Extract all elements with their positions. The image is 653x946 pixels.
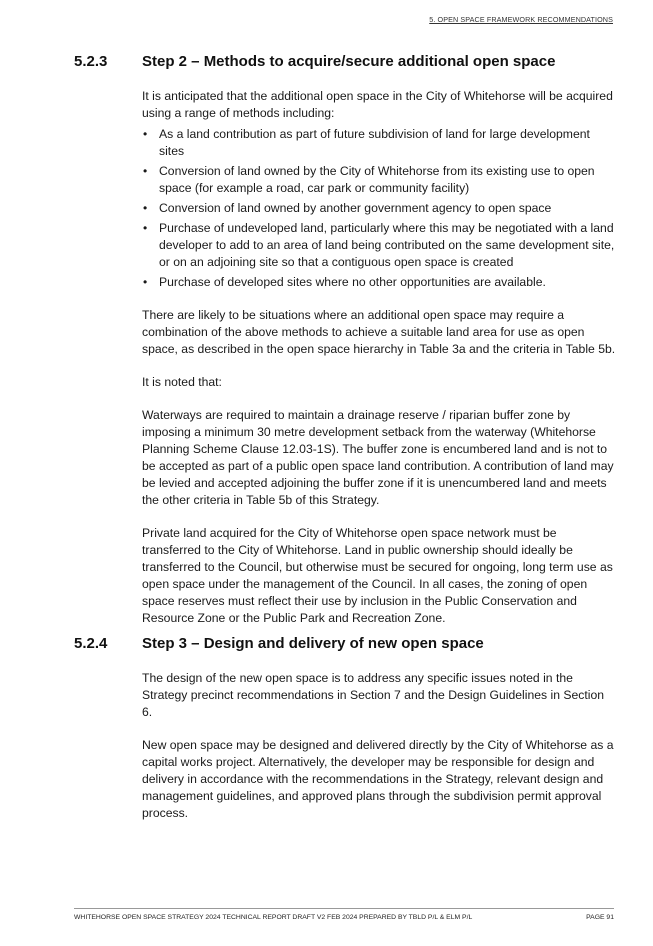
footer-text: WHITEHORSE OPEN SPACE STRATEGY 2024 TECHNICAL REPORT DRAFT V2 FEB 2024 PREPARED BY TBLD P/L & ELM P/L <box>74 914 473 921</box>
list-item: • Conversion of land owned by the City of Whitehorse from its existing use to open space (for example a road, car park or community facility) <box>143 164 595 195</box>
section-5-2-3 <box>0 53 653 77</box>
paragraph: The design of the new open space is to address any specific issues noted in the Strategy precinct recommendations in Section 7 and the Design Guidelines in Section 6. <box>142 671 605 719</box>
bullet-icon: • <box>143 127 148 141</box>
page-number: PAGE 91 <box>586 914 614 921</box>
paragraph: Private land acquired for the City of Whitehorse open space network must be transferred to the City of Whitehorse. Land in public ownership should ideally be transferred to the Council, but otherwise must be secured for ongoing, long term use as open space under the management of the Council. In all cases, the zoning of open space reserves must reflect their use by inclusion in the Public Conservation and Resource Zone or the Public Park and Recreation Zone. <box>142 526 613 625</box>
section-heading <box>0 635 653 659</box>
list-item: • Purchase of developed sites where no other opportunities are available. <box>143 275 546 289</box>
methods-list <box>142 126 617 291</box>
bullet-icon: • <box>143 275 148 289</box>
section-number: 5.2.3 <box>74 53 108 70</box>
list-item: • Conversion of land owned by another government agency to open space <box>143 201 552 215</box>
section-title: Step 2 – Methods to acquire/secure additional open space <box>142 53 556 70</box>
intro-paragraph: It is anticipated that the additional open space in the City of Whitehorse will be acquired using a range of methods including: <box>142 89 613 120</box>
section-heading <box>0 53 653 77</box>
bullet-icon: • <box>143 221 148 235</box>
section-title: Step 3 – Design and delivery of new open space <box>142 635 484 652</box>
section-number: 5.2.4 <box>74 635 108 652</box>
bullet-icon: • <box>143 201 148 215</box>
section-5-2-4-body <box>142 670 617 838</box>
paragraph: There are likely to be situations where an additional open space may require a combination of the above methods to achieve a suitable land area for use as open space, as described in the open space hierarchy in Table 3a and the criteria in Table 5b. <box>142 308 616 356</box>
section-5-2-4 <box>0 635 653 659</box>
footer-divider <box>74 908 614 909</box>
paragraph: It is noted that: <box>142 375 222 389</box>
list-item: • Purchase of undeveloped land, particularly where this may be negotiated with a land developer to add to an area of land being contributed on the same development site, or on an adjoining site so that a contiguous open space is created <box>143 221 615 269</box>
bullet-icon: • <box>143 164 148 178</box>
section-5-2-3-body <box>142 88 617 643</box>
running-header: 5. OPEN SPACE FRAMEWORK RECOMMENDATIONS <box>429 15 613 24</box>
list-item: • As a land contribution as part of future subdivision of land for large development sites <box>143 127 590 158</box>
paragraph: Waterways are required to maintain a drainage reserve / riparian buffer zone by imposing a minimum 30 metre development setback from the waterway (Whitehorse Planning Scheme Clause 12.03-1S). The buffer zone is encumbered land and is not to be accepted as part of a public open space land contribution. A contribution of land may be levied and accepted adjoining the buffer zone if it is unencumbered land and meets the other criteria in Table 5b of this Strategy. <box>142 408 614 507</box>
paragraph: New open space may be designed and delivered directly by the City of Whitehorse as a capital works project. Alternatively, the developer may be responsible for design and delivery in accordance with the recommendations in the Strategy, relevant design and management guidelines, and approved plans through the subdivision permit approval process. <box>142 738 614 820</box>
